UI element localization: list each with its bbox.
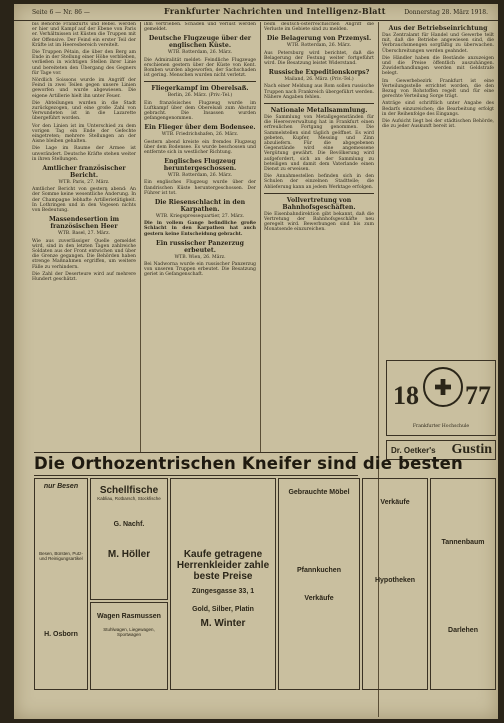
heading-franz-bericht: Amtlicher französischer Bericht.	[42, 165, 126, 180]
column-rule	[140, 22, 141, 452]
masthead: Frankfurter Nachrichten und Intelligenz-Blatt	[164, 6, 386, 16]
heading-flieger-bodensee: Ein Flieger über dem Bodensee.	[144, 124, 256, 132]
kneifer-banner: Die Orthozentrischen Kneifer sind die besten	[34, 452, 358, 476]
ad-hypotheken: Verkäufe Hypotheken	[362, 478, 428, 690]
heading-massendesertion: Massendesertion im französischen Heer	[48, 216, 120, 231]
heading-metall: Nationale Metallsammlung.	[270, 107, 368, 115]
column-rule	[260, 22, 261, 452]
ad-tannenbaum: Tannenbaum Darlehen	[430, 478, 496, 690]
column-2: ihm vertrieben. Schaden und Verlust werden gemeldet. Deutsche Flugzeuge über der englischen Küste. WTB. Rotterdam, 26. März. Die Admiralität meldet: Feindliche Flugzeuge erschienen gestern über der Küste von Kent. Bomben wurden abgeworfen, der Sachschaden ist gering. Menschen wurden nicht verletzt. Fliegerkampf im Oberelsaß. Berlin, 26. März. (Priv.-Tel.) Ein französisches Flugzeug wurde im Luftkampf über dem Oberelsaß zum Absturz gebracht. Die Insassen wurden gefangengenommen. Ein Flieger über dem Bodensee. WTB. Friedrichshafen, 26. März. Gestern abend kreiste ein fremdes Flugzeug über dem Bodensee. Es wurde beschossen und entfernte sich in westlicher Richtung. Englisches Flugzeug heruntergeschossen. WTB. Rotterdam, 26. März. Ein englisches Flugzeug wurde über der flandrischen Küste heruntergeschossen. Der Führer ist tot. Die Riesenschlacht in den Karpathen. WTB. Kriegspressequartier, 27. März. Die in vollem Gange befindliche große Schlacht in den Karpathen hat auch gestern keine Entscheidung gebracht. Ein russischer Panzerzug erbeutet. WTB. Wien, 26. März. Bei Nadworna wurde ein russischer Panzerzug von unseren Truppen erbeutet. Die Besatzung geriet in Gefangenschaft.	[144, 22, 256, 278]
heading-vorrat: Vollvertretung von Bahnhofsgeschäften.	[282, 196, 356, 211]
newspaper-page	[14, 4, 498, 719]
ad-besen: nur Besen Besen, Bürsten, Putz- und Reinigungsartikel H. Osborn	[34, 478, 88, 690]
oetker-ad: Dr. Oetker's Gustin	[386, 440, 496, 460]
seal-icon	[423, 367, 463, 407]
page-number: Seite 6 — Nr. 86 —	[32, 9, 90, 16]
heading-panzerzug: Ein russischer Panzerzug erbeutet.	[156, 239, 244, 254]
heading-kuestenzug: Deutsche Flugzeuge über der englischen Küste.	[148, 35, 252, 50]
ad-schellfische: Schellfische Kabliau, Rotbarsch, Stockfische G. Nachf. M. Höller	[90, 478, 168, 600]
page-header	[14, 4, 498, 21]
column-3: beim deutsch-österreichischen Angriff die Verluste im Gebiete sind zu melden. Die Belagerung von Przemysl. WTB. Rotterdam, 26. März. Aus Petersburg wird berichtet, daß die Belagerung der Festung weiter fortgeführt wird. Die Besatzung leistet Widerstand. Russische Expeditionskorps? Mailand, 26. März. (Priv.-Tel.) Nach einer Meldung aus Rom sollen russische Truppen nach Frankreich übergeführt werden. Nähere Angaben fehlen. Nationale Metallsammlung. Die Sammlung von Metallgegenständen für die Heeresverwaltung hat in Frankfurt einen erfreulichen Fortgang genommen. Die Sammelstellen sind täglich geöffnet. Es wird gebeten, Kupfer, Messing und Zinn abzuliefern. Für die abgegebenen Gegenstände wird eine angemessene Vergütung gewährt. Die Bevölkerung wird aufgefordert, sich an der Sammlung zu beteiligen und damit dem Vaterlande einen Dienst zu erweisen. Die Annahmestellen befinden sich in den Schulen der einzelnen Stadtteile; die Ablieferung kann an jedem Werktage erfolgen. Vollvertretung von Bahnhofsgeschäften. Die Eisenbahndirektion gibt bekannt, daß die Vertretung der Bahnhofsgeschäfte neu geregelt wird. Bewerbungen sind bis zum Monatsende einzureichen.	[264, 22, 374, 233]
heading-expedition: Russische Expeditionskorps?	[268, 69, 370, 77]
ad-moebel: Gebrauchte Möbel Pfannkuchen Verkäufe	[278, 478, 360, 690]
heading-przemysl: Die Belagerung von Przemysl.	[266, 35, 372, 43]
anniversary-emblem: 18 77 Frankfurter Hochschule	[386, 360, 496, 436]
ad-wagen: Wagen Rasmussen Stuhlwagen, Liegewagen, Sportwagen	[90, 602, 168, 690]
column-1: bis Behörde Frankfurts und Bebel. werden er hier und Kampf auf der Ebene von Paris er. Verhältnissen ist Küsten die Truppen mit der Offensive. Der Feind ein erster Teil der Kräfte ist im Heeresbereich vereitelt. Die Truppen Pétain, die über den Berg am Ende in der Stellung einer Höhe verblieben, verließen in wichtigen Stellen ihrer Linie und bereiteten den Übergang des Gegners für Tage vor. Nördlich Soissons wurde im Angriff der Feind in zwei Teilen gegen unsere Linien geworfen und wurde abgewiesen. Die eigene Artillerie hielt ihn unter Feuer. Die Abteilungen wurden in die Stadt zurückgezogen, und eine große Zahl von Verwundeten ist in die Lazarette übergeführt worden. Vor den Linien ist im Unterschied zu dem vorigen Tag ein Ende der Gefechte eingetreten; mehrere Stellungen an der Aisne bleiben gehalten. Die Lage im Raume der Armee ist unverändert. Deutsche Kräfte stehen weiter in ihren Stellungen. Amtlicher französischer Bericht. WTB. Paris, 27. März. Amtlicher Bericht von gestern abend: An der Somme keine wesentliche Änderung. In der Champagne lebhafte Artillerietätigkeit. In Lothringen und in den Vogesen nichts von Bedeutung. Massendesertion im französischen Heer WTB. Basel, 27. März. Wie aus zuverlässiger Quelle gemeldet wird, sind in den letzten Tagen zahlreiche Soldaten aus der Front entwichen und über die Grenze gegangen. Die Behörden haben strenge Maßnahmen ergriffen, um weitere Fälle zu verhindern. Die Zahl der Deserteure wird auf mehrere Hundert geschätzt.	[32, 22, 136, 282]
heading-engl-flugzeug: Englisches Flugzeug heruntergeschossen.	[163, 158, 237, 173]
heading-aus-betrieb: Aus der Betriebseinrichtung	[388, 25, 488, 32]
heading-fliegerkampf: Fliegerkampf im Oberelsaß.	[151, 85, 249, 93]
ad-herrenkleider: Kaufe getragene Herrenkleider zahle beste Preise Züngesgasse 33, 1 Gold, Silber, Platin M. Winter	[170, 478, 276, 690]
issue-date: Donnerstag 28. März 1918.	[404, 9, 488, 16]
column-4: Aus der Betriebseinrichtung Das Zentralamt für Handel und Gewerbe teilt mit, daß die Betriebe angewiesen sind, die Verbrauchsmengen sorgfältig zu überwachen. Überschreitungen werden geahndet. Die Händler haben die Bestände anzuzeigen und die Preise öffentlich auszuhängen. Zuwiderhandlungen werden mit Geldstrafe belegt. Im Gewerbebezirk Frankfurt ist eine Verteilungsstelle errichtet worden, die den Bezug von Rohstoffen regelt und für eine gerechte Verteilung Sorge trägt. Anträge sind schriftlich unter Angabe des Bedarfs einzureichen; die Bearbeitung erfolgt in der Reihenfolge des Eingangs. Die Aufsicht liegt bei der städtischen Behörde, die zu jeder Auskunft bereit ist.	[382, 25, 494, 130]
heading-karpathen: Die Riesenschlacht in den Karpathen.	[154, 199, 246, 214]
